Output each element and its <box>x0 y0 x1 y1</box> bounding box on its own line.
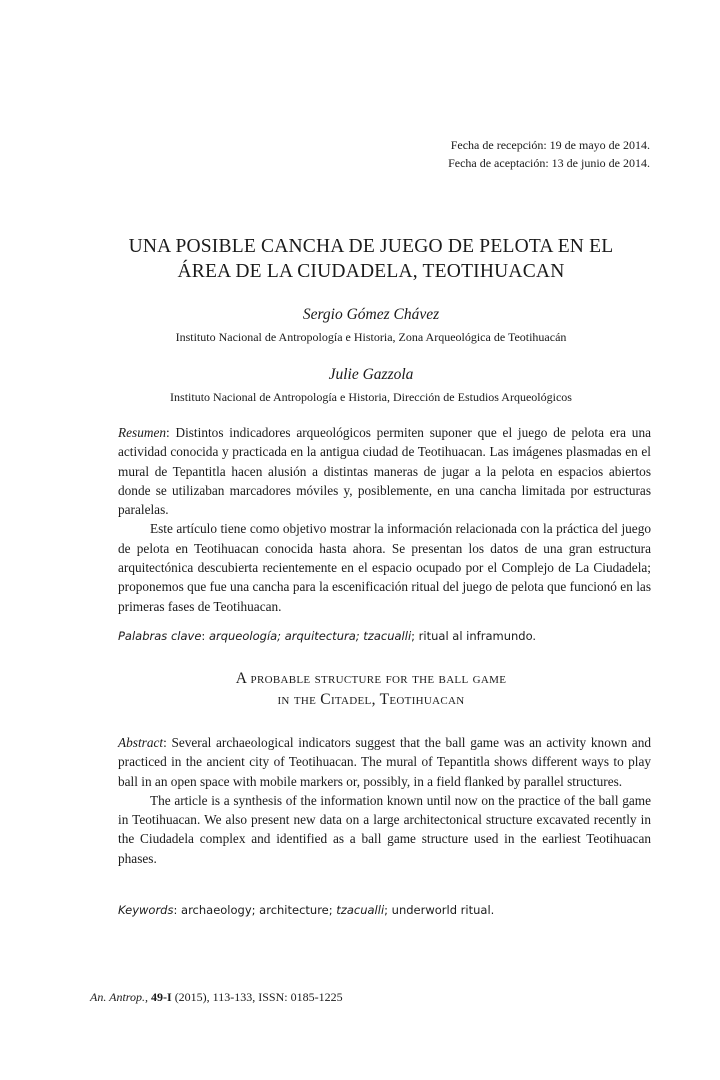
author-block-2 <box>96 365 646 405</box>
palabras-clave-text-end: ; ritual al inframundo. <box>411 629 537 643</box>
title-line-2: ÁREA DE LA CIUDADELA, TEOTIHUACAN <box>177 261 565 282</box>
author-name: Julie Gazzola <box>328 366 414 383</box>
palabras-clave-sep: : <box>201 629 209 643</box>
submission-dates <box>448 136 650 172</box>
palabras-clave-label: Palabras clave <box>118 629 202 643</box>
author-affiliation: Instituto Nacional de Antropología e Historia, Dirección de Estudios Arqueológicos <box>170 390 572 404</box>
keywords-label: Keywords <box>118 903 174 917</box>
palabras-clave-term: tzacualli <box>363 629 412 643</box>
keywords-text-end: ; underworld ritual. <box>384 903 495 917</box>
abstract-paragraph-2: The article is a synthesis of the information known until now on the practice of the ball game in Teotihuacan. We also present new data on a large architectonical structure excavated recently in the Ciudadela complex and identified as a ball game structure used in the earliest Teotihuacan phases. <box>118 792 651 866</box>
resumen-section <box>118 423 651 616</box>
journal-name: An. Antrop., <box>90 990 149 1004</box>
abstract-paragraph-1 <box>118 733 651 791</box>
english-title-line-1: A probable structure for the ball game <box>235 670 507 687</box>
reception-date: Fecha de recepción: 19 de mayo de 2014. <box>450 138 650 152</box>
acceptance-date: Fecha de aceptación: 13 de junio de 2014. <box>448 156 650 170</box>
keywords-text: archaeology; architecture; <box>181 903 337 917</box>
author-name: Sergio Gómez Chávez <box>302 306 440 323</box>
journal-details: (2015), 113-133, ISSN: 0185-1225 <box>171 990 343 1004</box>
resumen-text-1: : Distintos indicadores arqueológicos permiten suponer que el juego de pelota era una actividad conocida y practicada en la antigua ciudad de Teotihuacan. Las imágenes plasmadas en el mural de Tepantitla hacen alusión a distintas maneras de jugar a la pelota en espacios abiertos donde se utilizaban marcadores móviles y, posiblemente, en una cancha limitada por estructuras paralelas. <box>118 425 651 518</box>
abstract-section <box>118 733 651 868</box>
abstract-label: Abstract <box>118 735 164 750</box>
title-line-1: UNA POSIBLE CANCHA DE JUEGO DE PELOTA EN EL <box>128 236 614 257</box>
journal-volume: 49-I <box>151 990 172 1004</box>
keywords-term: tzacualli <box>336 903 385 917</box>
english-title <box>96 668 646 710</box>
resumen-paragraph-2: Este artículo tiene como objetivo mostrar la información relacionada con la práctica del juego de pelota en Teotihuacan conocida hasta ahora. Se presentan los datos de una gran estructura arquitectónica descubierta recientemente en el espacio ocupado por el Complejo de La Ciudadela; proponemos que fue una cancha para la escenificación ritual del juego de pelota que funcionó en las primeras fases de Teotihuacan. <box>118 521 651 614</box>
resumen-paragraph-1 <box>118 423 651 519</box>
author-affiliation: Instituto Nacional de Antropología e Historia, Zona Arqueológica de Teotihuacán <box>175 330 567 344</box>
palabras-clave-text: arqueología; arquitectura; <box>208 629 364 643</box>
resumen-label: Resumen <box>118 425 166 440</box>
author-block-1 <box>96 305 646 345</box>
keywords-sep: : <box>173 903 182 917</box>
abstract-text-1: : Several archaeological indicators suggest that the ball game was an activity known and practiced in the ancient city of Teotihuacan. The mural of Tepantitla shows different ways to play ball in an open space with mobile markers or, possibly, in a field flanked by parallel structures. <box>118 735 651 789</box>
keywords <box>118 902 651 918</box>
article-title <box>96 234 646 284</box>
english-title-line-2: in the Citadel, Teotihuacan <box>277 691 465 708</box>
palabras-clave <box>118 628 651 644</box>
journal-citation <box>90 989 343 1005</box>
